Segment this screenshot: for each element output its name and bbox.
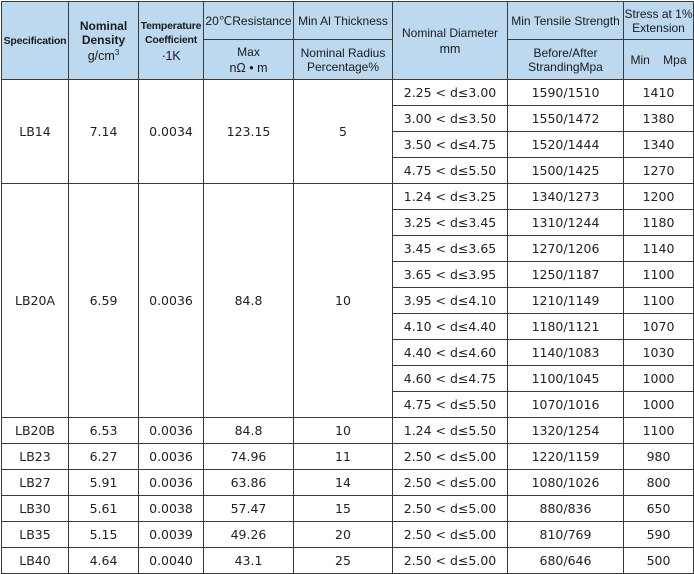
table-row [2,548,694,574]
cell-density: 6.59 [69,184,139,418]
cell-stress: 500 [624,548,694,574]
cell-al-thickness: 10 [294,184,393,418]
cell-stress: 980 [624,444,694,470]
header-stress-sub: Min Mpa [624,40,694,80]
cell-density: 5.15 [69,522,139,548]
specification-table [1,1,694,574]
cell-nominal-diameter: 1.24 < d≤5.50 [393,418,508,444]
cell-resistance: 74.96 [204,444,294,470]
cell-stress: 1340 [624,132,694,158]
cell-tensile-strength: 1320/1254 [508,418,624,444]
cell-specification: LB20B [2,418,69,444]
cell-temperature-coefficient: 0.0040 [139,548,204,574]
cell-nominal-diameter: 2.25 < d≤3.00 [393,80,508,106]
cell-stress: 1270 [624,158,694,184]
cell-stress: 1000 [624,392,694,418]
cell-tensile-strength: 810/769 [508,522,624,548]
cell-stress: 1410 [624,80,694,106]
cell-nominal-diameter: 4.60 < d≤4.75 [393,366,508,392]
cell-nominal-diameter: 2.50 < d≤5.00 [393,548,508,574]
cell-nominal-diameter: 4.75 < d≤5.50 [393,158,508,184]
cell-temperature-coefficient: 0.0036 [139,470,204,496]
cell-nominal-diameter: 3.95 < d≤4.10 [393,288,508,314]
cell-stress: 1030 [624,340,694,366]
cell-al-thickness: 11 [294,444,393,470]
temp-unit: ·1K [161,48,181,63]
cell-tensile-strength: 1340/1273 [508,184,624,210]
cell-specification: LB30 [2,496,69,522]
cell-stress: 1180 [624,210,694,236]
cell-density: 6.53 [69,418,139,444]
cell-temperature-coefficient: 0.0036 [139,184,204,418]
cell-tensile-strength: 1220/1159 [508,444,624,470]
cell-temperature-coefficient: 0.0036 [139,444,204,470]
cell-tensile-strength: 1250/1187 [508,262,624,288]
cell-specification: LB35 [2,522,69,548]
cell-density: 4.64 [69,548,139,574]
table-row [2,496,694,522]
cell-stress: 800 [624,470,694,496]
cell-resistance: 43.1 [204,548,294,574]
cell-al-thickness: 10 [294,418,393,444]
cell-tensile-strength: 1080/1026 [508,470,624,496]
cell-al-thickness: 5 [294,80,393,184]
cell-nominal-diameter: 3.25 < d≤3.45 [393,210,508,236]
cell-nominal-diameter: 4.10 < d≤4.40 [393,314,508,340]
cell-density: 5.91 [69,470,139,496]
header-resistance-sub: Max nΩ • m [204,40,294,80]
table-row [2,470,694,496]
cell-temperature-coefficient: 0.0036 [139,418,204,444]
cell-nominal-diameter: 3.00 < d≤3.50 [393,106,508,132]
cell-specification: LB23 [2,444,69,470]
cell-tensile-strength: 1500/1425 [508,158,624,184]
cell-nominal-diameter: 4.40 < d≤4.60 [393,340,508,366]
table-row [2,418,694,444]
cell-stress: 590 [624,522,694,548]
header-nominal-density: Nominal Density $g/cm^3$ [69,2,139,80]
cell-nominal-diameter: 3.45 < d≤3.65 [393,236,508,262]
cell-nominal-diameter: 3.50 < d≤4.75 [393,132,508,158]
cell-nominal-diameter: 2.50 < d≤5.00 [393,496,508,522]
cell-stress: 1100 [624,288,694,314]
cell-tensile-strength: 680/646 [508,548,624,574]
cell-density: 6.27 [69,444,139,470]
cell-stress: 1380 [624,106,694,132]
header-stress: Stress at 1% Extension [624,2,694,40]
cell-tensile-strength: 1550/1472 [508,106,624,132]
cell-resistance: 63.86 [204,470,294,496]
cell-temperature-coefficient: 0.0034 [139,80,204,184]
cell-tensile-strength: 1180/1121 [508,314,624,340]
table-row [2,80,694,106]
resistance-unit: nΩ • m [229,60,268,75]
table-row [2,444,694,470]
table-body [2,80,694,574]
density-unit-sup: 3 [114,47,120,57]
cell-resistance: 57.47 [204,496,294,522]
table-row [2,184,694,210]
cell-specification: LB40 [2,548,69,574]
cell-tensile-strength: 1070/1016 [508,392,624,418]
cell-nominal-diameter: 3.65 < d≤3.95 [393,262,508,288]
table-header [2,2,694,80]
cell-resistance: 84.8 [204,418,294,444]
cell-stress: 1200 [624,184,694,210]
header-nominal-diameter: Nominal Diameter mm [393,2,508,80]
cell-al-thickness: 14 [294,470,393,496]
header-min-tensile: Min Tensile Strength [508,2,624,40]
cell-specification: LB27 [2,470,69,496]
cell-stress: 1070 [624,314,694,340]
cell-temperature-coefficient: 0.0039 [139,522,204,548]
cell-tensile-strength: 1520/1444 [508,132,624,158]
cell-tensile-strength: 1270/1206 [508,236,624,262]
header-tensile-sub: Before/After StrandingMpa [508,40,624,80]
cell-tensile-strength: 1590/1510 [508,80,624,106]
cell-density: 5.61 [69,496,139,522]
cell-stress: 650 [624,496,694,522]
cell-stress: 1100 [624,418,694,444]
cell-nominal-diameter: 2.50 < d≤5.00 [393,522,508,548]
header-min-al-thickness: Min Al Thickness [294,2,393,40]
cell-tensile-strength: 1100/1045 [508,366,624,392]
table-row [2,522,694,548]
cell-nominal-diameter: 4.75 < d≤5.50 [393,392,508,418]
cell-resistance: 49.26 [204,522,294,548]
cell-al-thickness: 20 [294,522,393,548]
cell-tensile-strength: 1210/1149 [508,288,624,314]
cell-nominal-diameter: 2.50 < d≤5.00 [393,470,508,496]
cell-tensile-strength: 1310/1244 [508,210,624,236]
cell-stress: 1100 [624,262,694,288]
cell-temperature-coefficient: 0.0038 [139,496,204,522]
cell-specification: LB20A [2,184,69,418]
cell-tensile-strength: 1140/1083 [508,340,624,366]
cell-density: 7.14 [69,80,139,184]
cell-resistance: 123.15 [204,80,294,184]
density-unit: g/cm [87,48,115,63]
cell-al-thickness: 15 [294,496,393,522]
cell-resistance: 84.8 [204,184,294,418]
header-al-thickness-sub: Nominal Radius Percentage% [294,40,393,80]
cell-specification: LB14 [2,80,69,184]
header-resistance: 20℃Resistance [204,2,294,40]
cell-nominal-diameter: 2.50 < d≤5.00 [393,444,508,470]
header-specification: Specification [2,2,69,80]
header-temperature-coefficient: Temperature Coefficient ·1K [139,2,204,80]
cell-tensile-strength: 880/836 [508,496,624,522]
cell-stress: 1140 [624,236,694,262]
diameter-unit: mm [439,41,461,56]
cell-nominal-diameter: 1.24 < d≤3.25 [393,184,508,210]
cell-stress: 1000 [624,366,694,392]
cell-al-thickness: 25 [294,548,393,574]
